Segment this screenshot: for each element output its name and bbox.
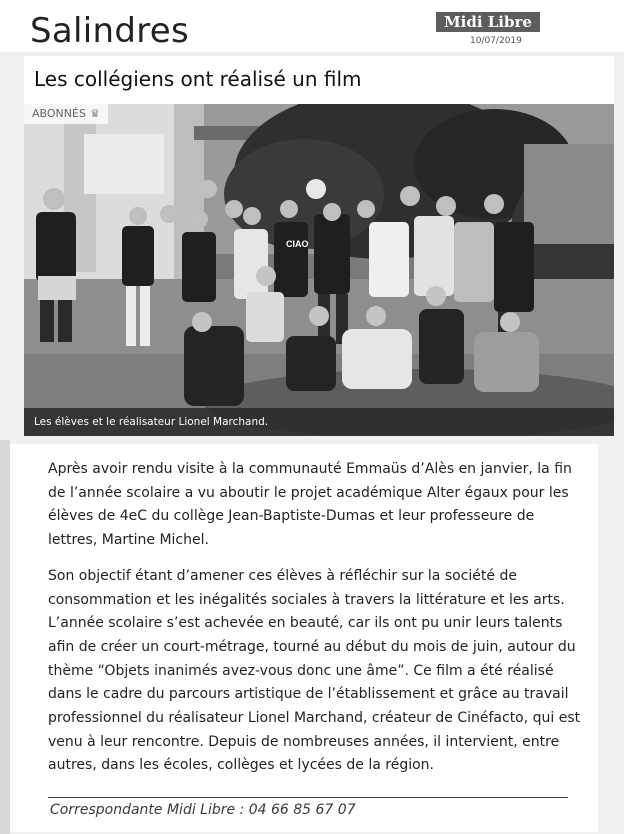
shirt-ciao-text: CIAO — [286, 239, 309, 249]
group-photo — [24, 104, 614, 436]
article-body — [48, 458, 583, 790]
correspondent-contact: Correspondante Midi Libre : 04 66 85 67 07 — [50, 802, 356, 818]
crown-icon: ♛ — [89, 107, 100, 120]
background-strip — [0, 440, 10, 834]
subscribers-badge — [24, 104, 108, 124]
headline-panel — [24, 56, 614, 104]
article-paragraph: Son objectif étant d’amener ces élèves à réfléchir sur la société de consommation et les inégalités sociales à travers la littérature et les arts. L’année scolaire s’est achevée en beauté, car ils ont pu unir leurs talents afin de créer un court-métrage, tourné au début du mois de juin, autour du thème “Objets inanimés avez-vous donc une âme”. Ce film a été réalisé dans le cadre du parcours artistique de l’établissement et grâce au travail professionnel du réalisateur Lionel Marchand, créateur de Cinéfacto, qui est venu à leur rencontre. Depuis de nombreuses années, il intervient, entre autres, dans les écoles, collèges et lycées de la région. — [48, 567, 581, 774]
subscribers-badge-label: ABONNÉS — [32, 107, 86, 120]
photo-scene — [24, 104, 614, 436]
article-headline: Les collégiens ont réalisé un film — [34, 67, 362, 91]
town-name: Salindres — [30, 11, 190, 51]
photo-caption: Les élèves et le réalisateur Lionel Marchand. — [24, 408, 614, 436]
header-band — [0, 0, 624, 52]
article-paragraph: Après avoir rendu visite à la communauté Emmaüs d’Alès en janvier, la fin de l’année scolaire a vu aboutir le projet académique Alter égaux pour les élèves de 4eC du collège Jean-Baptiste-Dumas et leur professeure de lettres, Martine Michel. — [48, 461, 572, 549]
publication-date: 10/07/2019 — [470, 36, 522, 46]
newspaper-logo: Midi Libre — [436, 12, 540, 32]
divider-line — [48, 797, 568, 798]
